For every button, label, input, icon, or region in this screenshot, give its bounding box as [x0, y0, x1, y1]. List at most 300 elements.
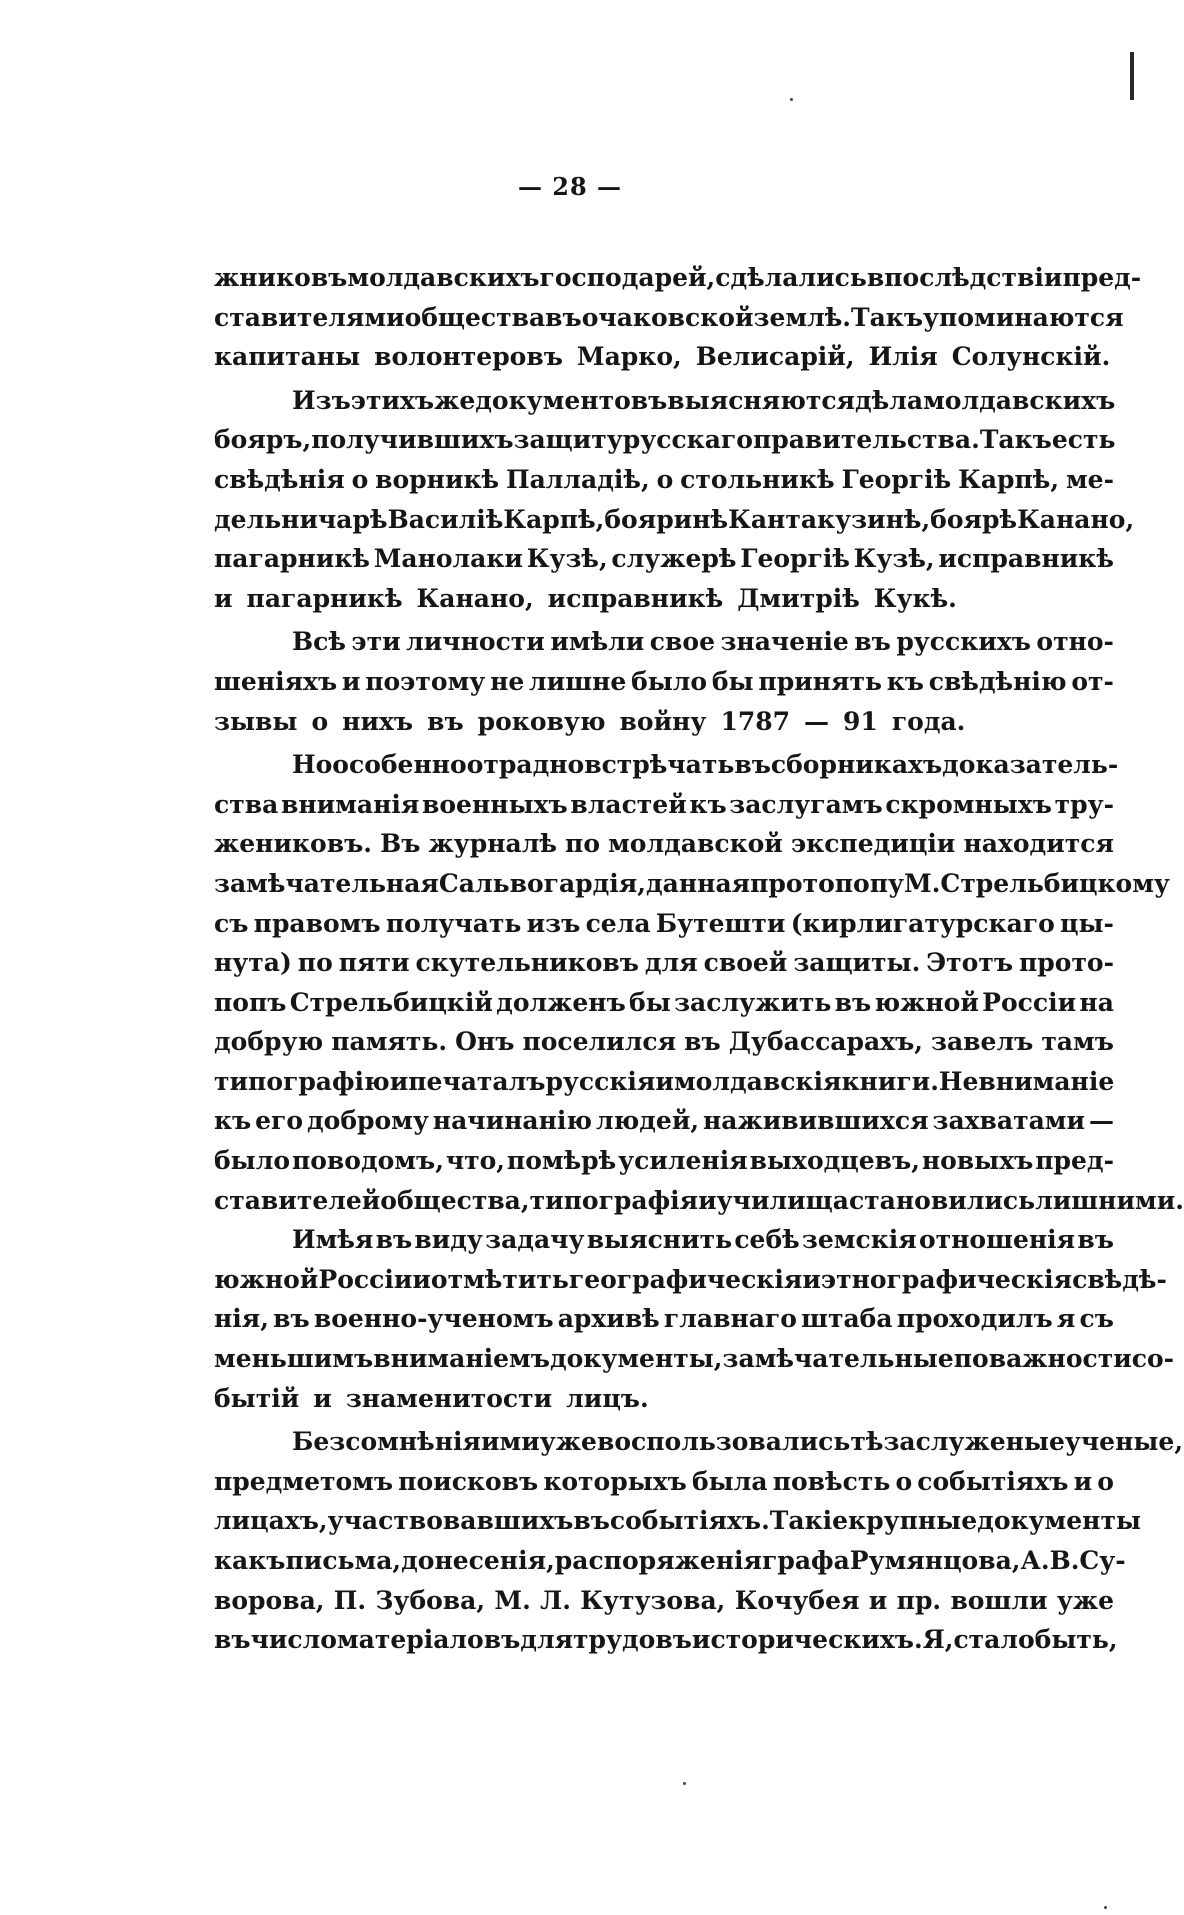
word: ворова,: [214, 1585, 325, 1615]
word: отмѣтить: [430, 1264, 569, 1294]
word: становились: [848, 1185, 1036, 1215]
word: Кочубея: [734, 1585, 860, 1615]
word: въ: [834, 987, 872, 1017]
word: этихъ: [350, 385, 435, 415]
word: года.: [891, 706, 966, 736]
text-line: [214, 1462, 1114, 1502]
word: Такіе: [769, 1506, 849, 1536]
word: южной: [874, 987, 979, 1017]
word: своей: [703, 948, 788, 978]
word: изъ: [526, 908, 581, 938]
text-line: [214, 1541, 1126, 1581]
text-line: [214, 460, 1114, 500]
word: господарей,: [539, 263, 716, 292]
word: попъ: [214, 987, 287, 1017]
word: военно-ученомъ: [313, 1304, 554, 1334]
word: молдавской: [608, 829, 783, 859]
word: М.: [494, 1585, 531, 1615]
word: нія,: [214, 1304, 269, 1334]
word: властей: [570, 789, 687, 819]
word: тѣ: [850, 1427, 884, 1457]
word: нута): [214, 948, 292, 978]
word: тру-: [1054, 789, 1114, 819]
word: Карпѣ,: [503, 504, 605, 534]
word: впослѣдствіи: [866, 263, 1063, 292]
body-text: [214, 258, 1184, 1660]
word: печаталъ: [408, 1066, 546, 1096]
word: пред-: [1035, 1146, 1114, 1176]
word: архивѣ: [557, 1304, 660, 1334]
word: Зубова,: [375, 1585, 486, 1615]
word: поисковъ: [398, 1466, 539, 1496]
word: тамъ: [1041, 1027, 1114, 1057]
word: лишне: [529, 666, 627, 696]
word: ставителей: [214, 1185, 381, 1215]
word: пр.: [896, 1585, 942, 1615]
word: боярѣ: [930, 504, 1018, 534]
word: эти: [351, 627, 401, 657]
word: русскаго: [622, 425, 753, 455]
word: Этотъ: [926, 948, 1014, 978]
word: въ: [684, 1027, 721, 1057]
word: и: [802, 1264, 821, 1294]
text-line: [214, 1101, 1114, 1141]
word: Сальвогардія,: [438, 868, 646, 898]
text-line: [214, 1181, 1184, 1221]
word: я: [1056, 1304, 1076, 1334]
word: лишними.: [1035, 1185, 1184, 1215]
word: задачу: [485, 1225, 585, 1255]
word: стольникѣ: [680, 464, 835, 494]
word: села: [585, 908, 651, 938]
word: пагарникѣ: [214, 544, 370, 574]
text-line: [214, 904, 1114, 944]
word: было: [631, 666, 708, 696]
word: ства: [214, 789, 279, 819]
word: Стрельбицкому: [940, 868, 1170, 898]
text-line: [214, 1299, 1114, 1339]
word: ученые,: [1064, 1427, 1184, 1457]
ink-speck: [790, 98, 793, 101]
text-line: [214, 579, 1114, 619]
word: и: [412, 1264, 431, 1294]
word: Я,: [922, 1625, 954, 1655]
word: Безсомнѣнія: [292, 1427, 481, 1457]
word: (кирлигатурскаго: [790, 908, 1055, 938]
text-line: [214, 785, 1114, 825]
word: —: [804, 706, 830, 736]
word: М.: [904, 868, 941, 898]
word: молдавскія: [673, 1066, 842, 1096]
word: особенно: [332, 750, 467, 780]
text-line: [214, 420, 1114, 460]
word: воспользовались: [596, 1427, 851, 1457]
word: шеніяхъ: [214, 666, 338, 696]
word: бы: [629, 987, 671, 1017]
text-line: [214, 298, 1124, 338]
word: Всѣ: [292, 627, 346, 657]
word: помѣрѣ: [506, 1146, 617, 1176]
word: въ: [734, 750, 771, 780]
page-edge-mark: [1130, 52, 1134, 100]
word: жниковъ: [214, 263, 348, 292]
word: Кутузова,: [580, 1585, 726, 1615]
word: поэтому: [365, 666, 486, 696]
word: и: [389, 1066, 409, 1096]
word: и: [214, 583, 233, 613]
word: и: [1073, 1466, 1093, 1496]
word: имѣли: [550, 627, 645, 657]
word: свое: [649, 627, 715, 657]
word: въ: [427, 706, 464, 736]
word: очаковской: [581, 302, 754, 332]
word: Кузѣ,: [853, 544, 935, 574]
text-line: [214, 622, 1114, 662]
word: документы: [977, 1506, 1142, 1536]
word: лицъ.: [566, 1383, 649, 1413]
word: дѣла: [855, 385, 924, 415]
word: и: [655, 1066, 674, 1096]
word: для: [644, 948, 698, 978]
word: событіяхъ: [917, 1466, 1069, 1496]
word: людей,: [595, 1106, 700, 1136]
text-line: [214, 745, 1119, 785]
word: защиту: [513, 425, 623, 455]
word: документы,: [549, 1344, 723, 1374]
word: его: [255, 1106, 304, 1136]
word: что,: [445, 1146, 505, 1176]
word: съ: [1079, 1304, 1114, 1334]
word: волонтеровъ: [374, 342, 563, 372]
word: Кузѣ,: [526, 544, 608, 574]
word: прото-: [1018, 948, 1114, 978]
word: личности: [406, 627, 545, 657]
word: —: [1088, 1106, 1114, 1136]
word: какъ: [214, 1546, 286, 1575]
word: правомъ: [253, 908, 381, 938]
word: Велисарій,: [695, 342, 855, 372]
word: и: [313, 1383, 332, 1413]
word: въ: [573, 1506, 610, 1536]
text-line: [214, 258, 1142, 298]
word: которыхъ: [543, 1466, 687, 1496]
word: скромныхъ: [885, 789, 1052, 819]
word: въ: [1077, 1225, 1114, 1255]
word: Онъ: [455, 1027, 515, 1057]
word: типографія: [529, 1185, 699, 1215]
word: исправникѣ: [938, 544, 1114, 574]
word: наживившихся: [702, 1106, 929, 1136]
word: пред-: [1062, 263, 1142, 292]
word: военныхъ: [422, 789, 568, 819]
text-line: [214, 1422, 1184, 1462]
word: выходцевъ,: [749, 1146, 920, 1176]
word: не: [490, 666, 525, 696]
word: и: [341, 666, 361, 696]
word: участвовавшихъ: [327, 1506, 574, 1536]
word: бояръ,: [214, 425, 312, 455]
word: себѣ: [734, 1225, 800, 1255]
word: роковую: [477, 706, 606, 736]
word: долженъ: [496, 987, 626, 1017]
word: капитаны: [214, 342, 361, 372]
word: Василіѣ: [387, 504, 504, 534]
text-line: [214, 1379, 1114, 1419]
word: Россіи: [318, 1264, 413, 1294]
word: выясняются: [667, 385, 856, 415]
word: крупные: [848, 1506, 978, 1536]
word: въ: [375, 1225, 413, 1255]
ink-speck: [683, 1782, 686, 1785]
word: журналѣ: [428, 829, 557, 859]
text-line: [214, 1501, 1142, 1541]
word: замѣчательная: [214, 868, 439, 898]
word: книги.: [841, 1066, 939, 1096]
word: скутельниковъ: [415, 948, 639, 978]
word: протопопу: [750, 868, 905, 898]
word: и: [868, 1585, 888, 1615]
word: о: [351, 464, 369, 494]
word: бы: [711, 666, 754, 696]
word: о: [1097, 1466, 1114, 1496]
word: память.: [331, 1027, 448, 1057]
word: Румянцова,: [849, 1546, 1021, 1575]
word: важности: [988, 1344, 1132, 1374]
word: Изъ: [292, 385, 351, 415]
word: сдѣлались: [715, 263, 867, 292]
word: Манолаки: [373, 544, 523, 574]
word: предметомъ: [214, 1466, 394, 1496]
word: значеніе: [720, 627, 849, 657]
word: Канано,: [1017, 504, 1135, 534]
word: служерѣ: [611, 544, 737, 574]
word: къ: [214, 1106, 252, 1136]
word: Илія: [868, 342, 938, 372]
word: по: [565, 829, 600, 859]
word: штаба: [801, 1304, 893, 1334]
word: же: [434, 385, 476, 415]
word: усиленія: [618, 1146, 748, 1176]
word: по: [953, 1344, 989, 1374]
word: географическія: [568, 1264, 803, 1294]
word: была: [692, 1466, 768, 1496]
word: Невниманіе: [938, 1066, 1115, 1096]
word: Имѣя: [292, 1225, 374, 1255]
word: землѣ.: [753, 302, 851, 332]
word: отрадно: [466, 750, 585, 780]
word: виду: [414, 1225, 483, 1255]
word: заслугамъ: [729, 789, 883, 819]
text-line: [214, 1260, 1167, 1300]
word: свѣдѣнія: [214, 464, 345, 494]
word: для: [520, 1625, 574, 1655]
word: съ: [214, 908, 249, 938]
word: молдавскихъ: [347, 263, 540, 292]
word: документовъ: [475, 385, 668, 415]
word: ими: [480, 1427, 540, 1457]
word: о: [895, 1466, 913, 1496]
word: общества,: [380, 1185, 530, 1215]
word: 1787: [720, 706, 791, 736]
word: въ: [854, 627, 891, 657]
text-line: [214, 539, 1114, 579]
word: защиты.: [793, 948, 921, 978]
word: находится: [963, 829, 1114, 859]
word: бояринѣ: [604, 504, 729, 534]
word: отношенія: [918, 1225, 1076, 1255]
word: доказатель-: [942, 750, 1119, 780]
word: А.: [1020, 1546, 1050, 1575]
word: бытій: [214, 1383, 300, 1413]
word: Марко,: [576, 342, 682, 372]
word: поселился: [522, 1027, 677, 1057]
word: типографію: [214, 1066, 390, 1096]
text-line: [214, 702, 1114, 742]
word: свѣдѣ-: [1072, 1264, 1167, 1294]
word: жениковъ.: [214, 829, 372, 859]
word: Но: [292, 750, 333, 780]
word: дельничарѣ: [214, 504, 388, 534]
word: Такъ: [851, 302, 924, 332]
word: добрую: [214, 1027, 324, 1057]
word: нихъ: [342, 706, 414, 736]
word: ворникѣ: [375, 464, 500, 494]
word: русскихъ: [896, 627, 1031, 657]
word: лицахъ,: [214, 1506, 328, 1536]
text-line: [214, 1339, 1175, 1379]
word: Такъ: [979, 425, 1052, 455]
text-line: [214, 1022, 1114, 1062]
word: Георгіѣ: [841, 464, 952, 494]
word: есть: [1051, 425, 1116, 455]
word: повѣсть: [772, 1466, 891, 1496]
word: къ: [689, 789, 727, 819]
word: Карпѣ,: [958, 464, 1060, 494]
word: Л.: [540, 1585, 571, 1615]
word: вниманіемъ: [373, 1344, 550, 1374]
word: Георгіѣ: [740, 544, 850, 574]
word: письма,: [285, 1546, 402, 1575]
word: новыхъ: [921, 1146, 1034, 1176]
word: Кантакузинѣ,: [728, 504, 931, 534]
word: 91: [843, 706, 878, 736]
word: историческихъ.: [691, 1625, 923, 1655]
word: донесенія,: [401, 1546, 555, 1575]
word: въ: [273, 1304, 310, 1334]
word: войну: [619, 706, 707, 736]
word: встрѣчать: [584, 750, 735, 780]
word: число: [250, 1625, 337, 1655]
word: къ: [886, 666, 924, 696]
word: поводомъ,: [291, 1146, 444, 1176]
word: трудовъ: [573, 1625, 692, 1655]
word: этнографическія: [820, 1264, 1073, 1294]
word: русскія: [545, 1066, 656, 1096]
word: пяти: [338, 948, 410, 978]
word: Солунскій.: [951, 342, 1111, 372]
word: земскія: [801, 1225, 917, 1255]
word: П.: [333, 1585, 367, 1615]
word: Су-: [1079, 1546, 1126, 1575]
text-line: [214, 381, 1114, 421]
text-line: [214, 1220, 1114, 1260]
word: захватами: [932, 1106, 1086, 1136]
word: доброму: [306, 1106, 429, 1136]
word: данная: [645, 868, 751, 898]
ink-speck: [1104, 1906, 1107, 1909]
word: вошли: [950, 1585, 1048, 1615]
word: Бутешти: [655, 908, 786, 938]
word: о: [311, 706, 329, 736]
word: на: [1079, 987, 1114, 1017]
text-line: [214, 824, 1114, 864]
word: принять: [758, 666, 882, 696]
word: матеріаловъ: [336, 1625, 521, 1655]
word: Стрельбицкій: [289, 987, 493, 1017]
word: заслужить: [674, 987, 832, 1017]
word: событіяхъ.: [609, 1506, 770, 1536]
word: упоминаются: [923, 302, 1124, 332]
word: ме-: [1065, 464, 1114, 494]
text-line: [214, 1062, 1114, 1102]
word: цы-: [1060, 908, 1114, 938]
word: исправникѣ: [547, 583, 724, 613]
word: Кукѣ.: [873, 583, 957, 613]
text-line: [214, 943, 1114, 983]
word: было: [214, 1146, 291, 1176]
word: южной: [214, 1264, 319, 1294]
word: Въ: [380, 829, 421, 859]
text-line: [214, 1581, 1114, 1621]
word: главнаго: [663, 1304, 797, 1334]
word: быть,: [1034, 1625, 1118, 1655]
word: начинанію: [432, 1106, 593, 1136]
word: въ: [545, 302, 582, 332]
word: завелъ: [931, 1027, 1034, 1057]
word: ставителями: [214, 302, 405, 332]
word: Дмитріѣ: [737, 583, 860, 613]
word: проходилъ: [896, 1304, 1053, 1334]
word: Россіи: [982, 987, 1077, 1017]
word: Палладіѣ,: [506, 464, 650, 494]
word: знаменитости: [345, 1383, 553, 1413]
word: вниманія: [280, 789, 420, 819]
word: распоряженія: [554, 1546, 763, 1575]
text-line: [214, 662, 1114, 702]
word: по: [297, 948, 333, 978]
word: зывы: [214, 706, 298, 736]
word: и: [698, 1185, 717, 1215]
word: Канано,: [416, 583, 534, 613]
text-line: [214, 1620, 1118, 1660]
word: въ: [214, 1625, 251, 1655]
word: Дубассарахъ,: [728, 1027, 923, 1057]
page-number: — 28 —: [517, 172, 623, 201]
word: выяснить: [586, 1225, 733, 1255]
word: молдавскихъ: [923, 385, 1116, 415]
word: уже: [539, 1427, 597, 1457]
text-line: [214, 1141, 1114, 1181]
word: В.: [1049, 1546, 1080, 1575]
word: со-: [1131, 1344, 1175, 1374]
word: получать: [385, 908, 522, 938]
word: свѣдѣнію: [928, 666, 1067, 696]
word: от-: [1071, 666, 1114, 696]
word: училища: [716, 1185, 849, 1215]
text-line: [214, 337, 1114, 377]
word: замѣчательные: [722, 1344, 954, 1374]
word: меньшимъ: [214, 1344, 374, 1374]
